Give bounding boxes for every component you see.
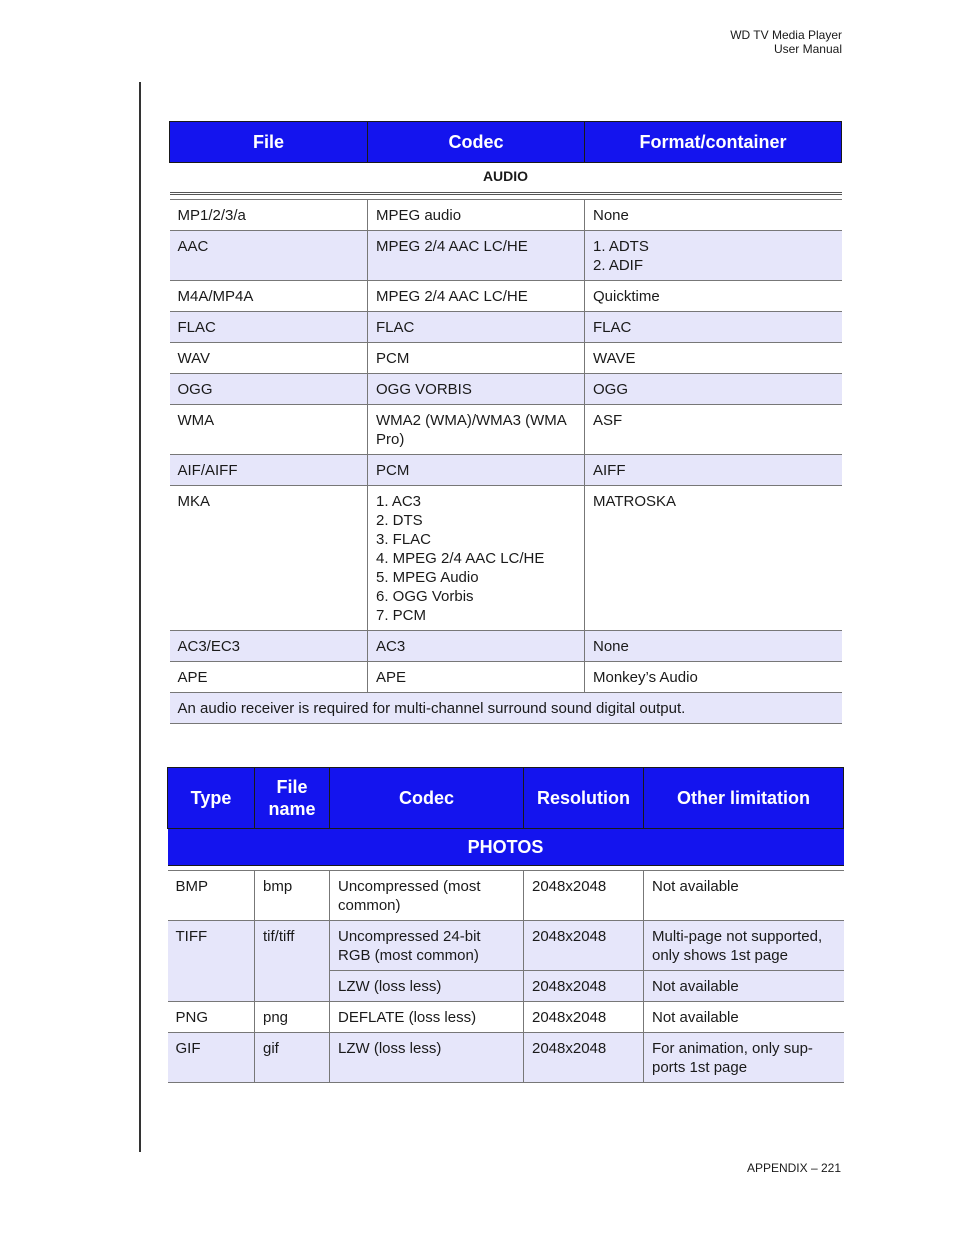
cell-line: Not available xyxy=(652,978,739,995)
photo-table-header-row xyxy=(168,768,844,829)
cell-resolution: 2048x2048 xyxy=(524,1033,644,1083)
cell-line: Not available xyxy=(652,1009,739,1026)
cell-line: 1. AC3 xyxy=(376,493,422,510)
cell-line: LZW (loss less) xyxy=(338,978,442,995)
cell-line: OGG VORBIS xyxy=(376,381,472,398)
cell-file: AIF/AIFF xyxy=(170,455,368,486)
cell-codec xyxy=(330,871,524,921)
cell-format xyxy=(585,343,842,374)
cell-file: M4A/MP4A xyxy=(170,281,368,312)
cell-file: AAC xyxy=(170,231,368,281)
cell-line: MPEG audio xyxy=(376,207,462,224)
page-number: 221 xyxy=(820,1161,841,1175)
cell-line: 7. PCM xyxy=(376,607,427,624)
cell-other-limitation xyxy=(644,971,844,1002)
table-row xyxy=(170,281,842,312)
cell-line: 4. MPEG 2/4 AAC LC/HE xyxy=(376,550,545,567)
table-row-tiff xyxy=(168,921,844,971)
cell-line: 3. FLAC xyxy=(376,531,432,548)
cell-format xyxy=(585,200,842,231)
cell-type: TIFF xyxy=(168,921,255,1002)
cell-line: Not available xyxy=(652,878,739,895)
cell-file-name: png xyxy=(255,1002,330,1033)
cell-line: OGG xyxy=(593,381,629,398)
cell-type: GIF xyxy=(168,1033,255,1083)
table-row xyxy=(170,343,842,374)
cell-format xyxy=(585,281,842,312)
column-header-file-name-line: File xyxy=(276,777,308,797)
column-header-resolution: Resolution xyxy=(524,768,644,829)
cell-format xyxy=(585,312,842,343)
cell-other-limitation xyxy=(644,1002,844,1033)
table-row xyxy=(170,312,842,343)
audio-formats-table xyxy=(169,121,842,724)
cell-format xyxy=(585,231,842,281)
cell-codec xyxy=(368,343,585,374)
margin-rule xyxy=(139,82,141,1152)
table-row xyxy=(170,662,842,693)
cell-line: MATROSKA xyxy=(593,493,677,510)
cell-line: Uncompressed 24-bit xyxy=(338,928,481,945)
table-row xyxy=(170,200,842,231)
cell-format xyxy=(585,631,842,662)
cell-codec xyxy=(368,455,585,486)
column-header-file-name-line: name xyxy=(268,799,316,819)
audio-note: An audio receiver is required for multi-channel surround sound digital output. xyxy=(170,693,842,724)
cell-line: Uncompressed (most xyxy=(338,878,481,895)
cell-file: MP1/2/3/a xyxy=(170,200,368,231)
cell-other-limitation xyxy=(644,921,844,971)
footer-separator: – xyxy=(807,1161,821,1175)
table-row xyxy=(170,486,842,631)
cell-codec xyxy=(368,200,585,231)
cell-line: WAVE xyxy=(593,350,636,367)
section-row-photos xyxy=(168,829,844,866)
cell-format xyxy=(585,374,842,405)
cell-file: AC3/EC3 xyxy=(170,631,368,662)
table-row xyxy=(170,631,842,662)
cell-file: FLAC xyxy=(170,312,368,343)
column-header-file: File xyxy=(170,122,368,163)
cell-other-limitation xyxy=(644,1033,844,1083)
cell-line: 1. ADTS xyxy=(593,238,649,255)
cell-line: For animation, only sup- xyxy=(652,1040,813,1057)
table-row-gif xyxy=(168,1033,844,1083)
cell-line: AIFF xyxy=(593,462,626,479)
cell-file: OGG xyxy=(170,374,368,405)
table-row xyxy=(170,405,842,455)
cell-line: WMA2 (WMA)/WMA3 (WMA xyxy=(376,412,567,429)
cell-format xyxy=(585,486,842,631)
cell-line: 5. MPEG Audio xyxy=(376,569,479,586)
cell-line: PCM xyxy=(376,350,410,367)
header-subtitle: User Manual xyxy=(773,42,842,56)
cell-line: ASF xyxy=(593,412,623,429)
cell-resolution: 2048x2048 xyxy=(524,971,644,1002)
cell-line: common) xyxy=(338,897,401,914)
cell-line: only shows 1st page xyxy=(652,947,788,964)
section-label-audio: AUDIO xyxy=(170,163,842,194)
note-row xyxy=(170,693,842,724)
cell-line: Pro) xyxy=(376,431,405,448)
cell-file-name: gif xyxy=(255,1033,330,1083)
section-row-audio xyxy=(170,163,842,194)
table-row-png xyxy=(168,1002,844,1033)
document-header xyxy=(730,28,842,56)
cell-codec xyxy=(368,231,585,281)
table-row xyxy=(170,231,842,281)
cell-line: 6. OGG Vorbis xyxy=(376,588,474,605)
cell-line: AC3 xyxy=(376,638,406,655)
cell-other-limitation xyxy=(644,871,844,921)
cell-line: ports 1st page xyxy=(652,1059,748,1076)
cell-format xyxy=(585,455,842,486)
column-header-type: Type xyxy=(168,768,255,829)
cell-format xyxy=(585,405,842,455)
cell-line: DEFLATE (loss less) xyxy=(338,1009,477,1026)
cell-codec xyxy=(330,921,524,971)
column-header-codec: Codec xyxy=(368,122,585,163)
cell-file-name: tif/tiff xyxy=(255,921,330,1002)
section-label-photos: PHOTOS xyxy=(168,829,844,866)
table-row xyxy=(170,374,842,405)
cell-type: BMP xyxy=(168,871,255,921)
cell-line: APE xyxy=(376,669,407,686)
cell-codec xyxy=(368,374,585,405)
cell-resolution: 2048x2048 xyxy=(524,1002,644,1033)
cell-type: PNG xyxy=(168,1002,255,1033)
cell-codec xyxy=(368,312,585,343)
audio-table-header-row xyxy=(170,122,842,163)
cell-line: MPEG 2/4 AAC LC/HE xyxy=(376,288,528,305)
cell-codec xyxy=(330,1002,524,1033)
page-footer xyxy=(747,1161,841,1175)
cell-format xyxy=(585,662,842,693)
cell-line: FLAC xyxy=(376,319,415,336)
cell-line: Quicktime xyxy=(593,288,660,305)
cell-line: None xyxy=(593,207,629,224)
cell-line: PCM xyxy=(376,462,410,479)
cell-line: LZW (loss less) xyxy=(338,1040,442,1057)
cell-file: APE xyxy=(170,662,368,693)
column-header-other-limitation: Other limitation xyxy=(644,768,844,829)
photo-formats-table xyxy=(167,767,844,1083)
cell-file-name: bmp xyxy=(255,871,330,921)
cell-codec xyxy=(330,971,524,1002)
column-header-file-name xyxy=(255,768,330,829)
cell-file: WAV xyxy=(170,343,368,374)
cell-file: WMA xyxy=(170,405,368,455)
cell-line: Multi-page not supported, xyxy=(652,928,823,945)
column-header-format: Format/container xyxy=(585,122,842,163)
cell-line: Monkey’s Audio xyxy=(593,669,698,686)
cell-line: RGB (most common) xyxy=(338,947,479,964)
cell-line: None xyxy=(593,638,629,655)
cell-codec xyxy=(368,486,585,631)
column-header-codec: Codec xyxy=(330,768,524,829)
cell-line: 2. DTS xyxy=(376,512,423,529)
cell-line: 2. ADIF xyxy=(593,257,644,274)
table-row-bmp xyxy=(168,871,844,921)
cell-line: FLAC xyxy=(593,319,632,336)
cell-line: MPEG 2/4 AAC LC/HE xyxy=(376,238,528,255)
cell-codec xyxy=(368,631,585,662)
cell-codec xyxy=(368,281,585,312)
cell-resolution: 2048x2048 xyxy=(524,871,644,921)
footer-section-label: APPENDIX xyxy=(746,1161,808,1175)
table-row xyxy=(170,455,842,486)
cell-file: MKA xyxy=(170,486,368,631)
header-title: WD TV Media Player xyxy=(730,28,842,42)
cell-codec xyxy=(368,405,585,455)
cell-resolution: 2048x2048 xyxy=(524,921,644,971)
cell-codec xyxy=(330,1033,524,1083)
cell-codec xyxy=(368,662,585,693)
